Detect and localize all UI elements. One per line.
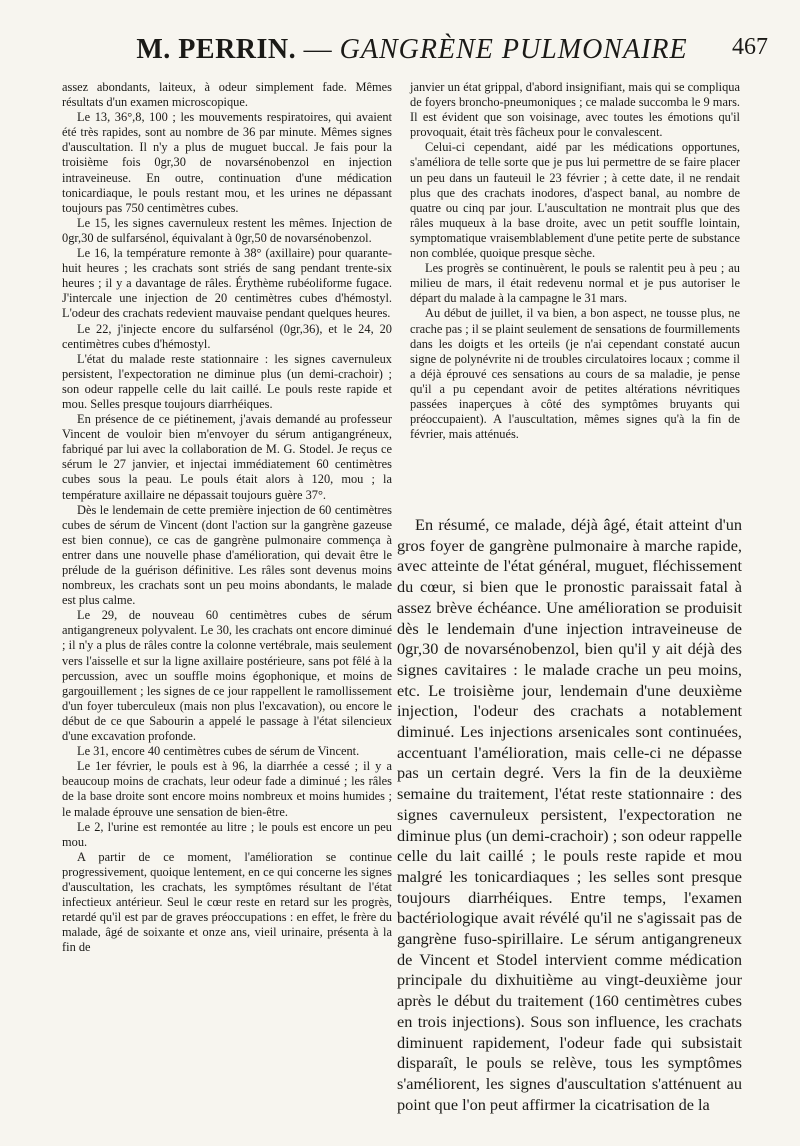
title-separator: — <box>296 34 340 65</box>
paragraph: L'état du malade reste stationnaire : les signes cavernuleux persistent, l'expectoration ne diminue plus (un demi-crachoir) ; son odeur rappelle celle du lait caillé. Le pouls reste rapide et mou. Selles presque toujours diarrhéiques. <box>62 351 392 411</box>
paragraph: Le 13, 36°,8, 100 ; les mouvements respiratoires, qui avaient été très rapides, sont au nombre de 36 par minute. Mêmes signes d'auscultation. Il n'y a plus de muguet buccal. Je fais pour la troisième fois 0gr,30 de novarsénobenzol en injection intraveineuse. En outre, continuation d'une médication tonicardiaque, le pouls restant mou, et les urines ne dépassant toujours pas 750 centimètres cubes. <box>62 110 392 215</box>
paragraph: Le 16, la température remonte à 38° (axillaire) pour quarante-huit heures ; les crachats sont striés de sang pendant trente-six heures ; il y a davantage de râles. Érythème rubéoliforme fugace. J'intercale une injection de 20 centimètres cubes d'hémostyl. L'odeur des crachats redevient mauvaise pendant quelques heures. <box>62 246 392 321</box>
paragraph: Le 2, l'urine est remontée au litre ; le pouls est encore un peu mou. <box>62 819 392 849</box>
paragraph: Le 1er février, le pouls est à 96, la diarrhée a cessé ; il y a beaucoup moins de crachats, leur odeur fade a diminué ; les râles de la base droite sont encore moins nombreux et moins humides ; le malade éprouve une sensation de bien-être. <box>62 759 392 819</box>
paragraph: Le 29, de nouveau 60 centimètres cubes de sérum antigangreneux polyvalent. Le 30, les crachats ont encore diminué ; il n'y a plus de râles contre la colonne vertébrale, mais seulement vers l'aisselle et sur la ligne axillaire postérieure, sans pot fêlé à la percussion, avec un souffle moins égophonique, et moins de gargouillement ; les signes de ce jour rappellent le ramollissement d'un foyer tuberculeux (mais non plus l'excavation), ou encore le début de ce que Sabourin a appelé le passage à l'état silencieux d'une excavation profonde. <box>62 608 392 744</box>
article-title: GANGRÈNE PULMONAIRE <box>339 34 688 65</box>
paragraph: Dès le lendemain de cette première injection de 60 centimètres cubes de sérum de Vincent (dont l'action sur la gangrène gazeuse est bien connue), ce cas de gangrène pulmonaire commença à entrer dans une nouvelle phase d'amélioration, qui devait être le prélude de la guérison définitive. Les râles sont devenus moins nombreux, les crachats sont un peu moins abondants, le malade est plus calme. <box>62 502 392 608</box>
author-name: M. PERRIN. <box>136 34 297 65</box>
right-column <box>410 80 740 442</box>
left-column <box>62 80 392 955</box>
paragraph: Le 15, les signes cavernuleux restent les mêmes. Injection de 0gr,30 de sulfarsénol, équivalant à 0gr,50 de novarsénobenzol. <box>62 215 392 245</box>
summary-paragraph: En résumé, ce malade, déjà âgé, était atteint d'un gros foyer de gangrène pulmonaire à marche rapide, avec atteinte de l'état général, muguet, fléchissement du cœur, si bien que le pronostic paraissait fatal à assez brève échéance. Une amélioration se produisit dès le lendemain d'une injection intraveineuse de 0gr,30 de novarsénobenzol, bien qu'il y ait déjà des signes cavitaires : le malade crache un peu moins, etc. Le troisième jour, lendemain d'une deuxième injection, l'odeur des crachats a notablement diminué. Les injections arsenicales sont continuées, accentuant l'amélioration, mais celle-ci ne dépasse pas un certain degré. Vers la fin de la deuxième semaine du traitement, l'état reste stationnaire : des signes cavernuleux persistent, l'expectoration ne diminue plus (un demi-crachoir) ; son odeur rappelle celle du lait caillé ; le pouls reste rapide et mou malgré les tonicardiaques ; les selles sont presque toujours diarrhéiques. Entre temps, l'examen bactériologique avait révélé qu'il ne s'agissait pas de gangrène fuso-spirillaire. Le sérum antigangreneux de Vincent et Stodel intervient comme médication principale du dixhuitième au vingt-deuxième jour après le début du traitement (160 centimètres cubes en trois injections). Sous son influence, les crachats diminuent rapidement, l'odeur fade qui subsistait disparaît, le pouls se relève, tous les symptômes s'améliorent, les signes d'auscultation s'atténuent au point que l'on peut affirmer la cicatrisation de la <box>397 515 742 1114</box>
paragraph: assez abondants, laiteux, à odeur simplement fade. Mêmes résultats d'un examen microscopique. <box>62 80 392 110</box>
paragraph: A partir de ce moment, l'amélioration se continue progressivement, quoique lentement, en ce qui concerne les signes d'auscultation, les crachats, les symptômes résultant de l'état infectieux antérieur. Seul le cœur reste en retard sur les progrès, retardé qu'il est par de graves préoccupations : en effet, le frère du malade, âgé de soixante et onze ans, vieil urinaire, présenta à la fin de <box>62 849 392 955</box>
paragraph: Au début de juillet, il va bien, a bon aspect, ne tousse plus, ne crache pas ; il se plaint seulement de sensations de fourmillements dans les doigts et les orteils (je n'ai cependant constaté aucun signe de polynévrite ni de troubles circulatoires locaux ; comme il a déjà éprouvé ces sensations au cours de sa maladie, je pense qu'il a pu cependant avoir de petites altérations névritiques passées inaperçues à côté des symptômes bruyants qui préoccupaient). A l'auscultation, mêmes signes qu'à la fin de février, mais atténués. <box>410 306 740 442</box>
paragraph: Les progrès se continuèrent, le pouls se ralentit peu à peu ; au milieu de mars, il était redevenu normal et je pus autoriser le départ du malade à la campagne le 31 mars. <box>410 261 740 306</box>
paragraph: Le 22, j'injecte encore du sulfarsénol (0gr,36), et le 24, 20 centimètres cubes d'hémostyl. <box>62 321 392 351</box>
running-header <box>56 34 768 74</box>
paragraph: janvier un état grippal, d'abord insignifiant, mais qui se compliqua de foyers broncho-pneumoniques ; ce malade succomba le 9 mars. Il est évident que son voisinage, avec toutes les émotions qu'il provoquait, était très fâcheux pour le convalescent. <box>410 80 740 140</box>
running-title <box>56 34 768 66</box>
page-number: 467 <box>732 34 768 60</box>
paragraph: Celui-ci cependant, aidé par les médications opportunes, s'améliora de telle sorte que je pus lui permettre de se faire placer un peu dans un fauteuil le 23 février ; à cette date, il ne rendait plus que des crachats inodores, d'aspect banal, au nombre de quatre ou cinq par jour. L'auscultation ne montrait plus que des râles muqueux à la base droite, avec un petit souffle lointain, symptomatique vraisemblablement d'une petite perte de substance non comblée, quoique presque sèche. <box>410 140 740 261</box>
paragraph: En présence de ce piétinement, j'avais demandé au professeur Vincent de vouloir bien m'envoyer du sérum antigangréneux, fabriqué par lui avec la collaboration de M. G. Stodel. Je reçus ce sérum le 27 janvier, et injectai immédiatement 60 centimètres cubes sous la peau. Le pouls était alors à 120, mou ; la température axillaire ne dépassait toujours guère 37°. <box>62 412 392 502</box>
summary-section <box>397 515 742 1115</box>
paragraph: Le 31, encore 40 centimètres cubes de sérum de Vincent. <box>77 744 360 759</box>
